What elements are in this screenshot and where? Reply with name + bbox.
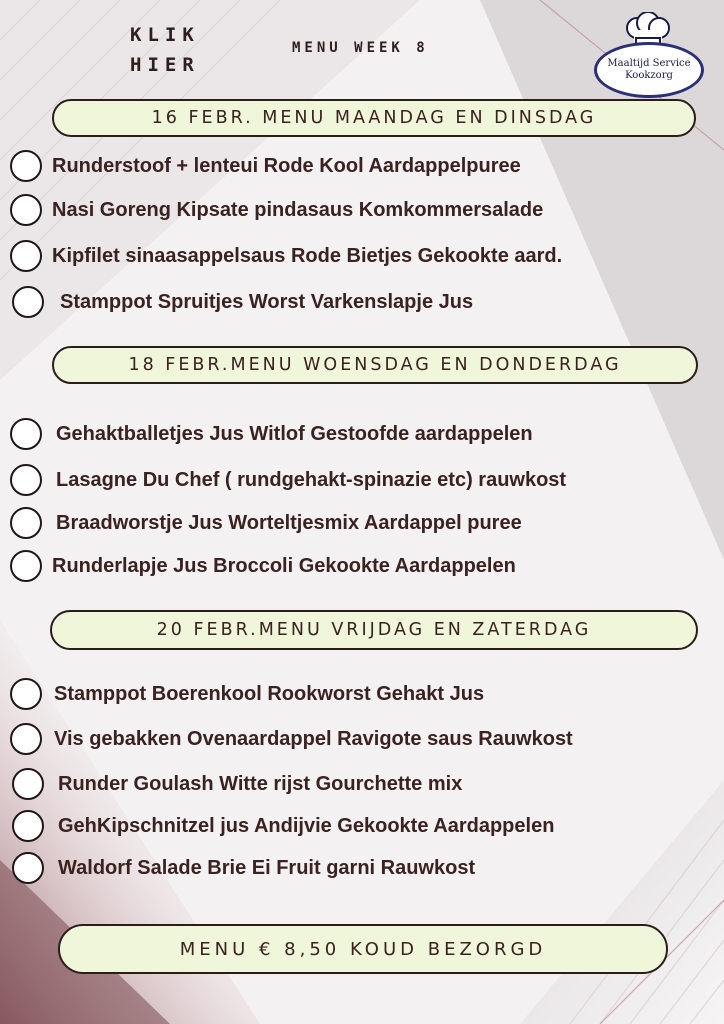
section-header-wednesday-thursday: 18 FEBR.MENU WOENSDAG EN DONDERDAG — [52, 346, 698, 384]
radio-button[interactable] — [12, 286, 44, 318]
radio-button[interactable] — [10, 723, 42, 755]
radio-button[interactable] — [12, 810, 44, 842]
menu-item[interactable] — [10, 503, 522, 543]
price-banner: MENU € 8,50 KOUD BEZORGD — [58, 924, 668, 974]
radio-button[interactable] — [10, 418, 42, 450]
menu-item[interactable] — [12, 764, 462, 804]
radio-button[interactable] — [12, 768, 44, 800]
radio-button[interactable] — [10, 464, 42, 496]
menu-item-label: Gehaktballetjes Jus Witlof Gestoofde aardappelen — [56, 422, 533, 445]
menu-item-label: Waldorf Salade Brie Ei Fruit garni Rauwkost — [58, 856, 476, 879]
menu-item-label: Stamppot Spruitjes Worst Varkenslapje Jus — [60, 290, 474, 313]
menu-item-label: Nasi Goreng Kipsate pindasaus Komkommersalade — [52, 198, 544, 221]
menu-item[interactable] — [12, 282, 473, 322]
menu-item[interactable] — [10, 674, 484, 714]
section-header-friday-saturday: 20 FEBR.MENU VRIJDAG EN ZATERDAG — [50, 610, 698, 650]
menu-item-label: Kipfilet sinaasappelsaus Rode Bietjes Gekookte aard. — [52, 244, 563, 267]
brand-logo — [590, 12, 710, 98]
menu-item-label: Runderlapje Jus Broccoli Gekookte Aardappelen — [52, 554, 516, 577]
logo-text-line1: Maaltijd Service — [607, 58, 691, 69]
menu-item[interactable] — [10, 460, 566, 500]
menu-item-label: Runder Goulash Witte rijst Gourchette mix — [58, 772, 463, 795]
menu-item-label: Braadworstje Jus Worteltjesmix Aardappel puree — [56, 511, 522, 534]
menu-item-label: GehKipschnitzel jus Andijvie Gekookte Aardappelen — [58, 814, 555, 837]
radio-button[interactable] — [10, 507, 42, 539]
menu-item[interactable] — [12, 806, 554, 846]
radio-button[interactable] — [10, 240, 42, 272]
radio-button[interactable] — [10, 150, 42, 182]
klik-label: KLIK — [130, 24, 200, 46]
logo-badge — [594, 42, 704, 98]
radio-button[interactable] — [10, 678, 42, 710]
hier-label: HIER — [130, 54, 200, 76]
menu-item[interactable] — [10, 146, 521, 186]
menu-item-label: Lasagne Du Chef ( rundgehakt-spinazie etc) rauwkost — [56, 468, 567, 491]
logo-text-line2: Kookzorg — [625, 70, 673, 81]
page-title: MENU WEEK 8 — [292, 40, 429, 56]
radio-button[interactable] — [10, 550, 42, 582]
radio-button[interactable] — [10, 194, 42, 226]
section-header-monday-tuesday: 16 FEBR. MENU MAANDAG EN DINSDAG — [52, 99, 696, 137]
menu-item-label: Stamppot Boerenkool Rookworst Gehakt Jus — [54, 682, 485, 705]
menu-item-label: Vis gebakken Ovenaardappel Ravigote saus Rauwkost — [54, 727, 573, 750]
menu-item[interactable] — [10, 190, 543, 230]
menu-item[interactable] — [10, 414, 533, 454]
menu-item[interactable] — [12, 848, 475, 888]
menu-item[interactable] — [10, 236, 562, 276]
radio-button[interactable] — [12, 852, 44, 884]
menu-item[interactable] — [10, 546, 516, 586]
klik-hier-link[interactable] — [130, 20, 200, 80]
menu-item-label: Runderstoof + lenteui Rode Kool Aardappelpuree — [52, 154, 521, 177]
menu-item[interactable] — [10, 719, 573, 759]
